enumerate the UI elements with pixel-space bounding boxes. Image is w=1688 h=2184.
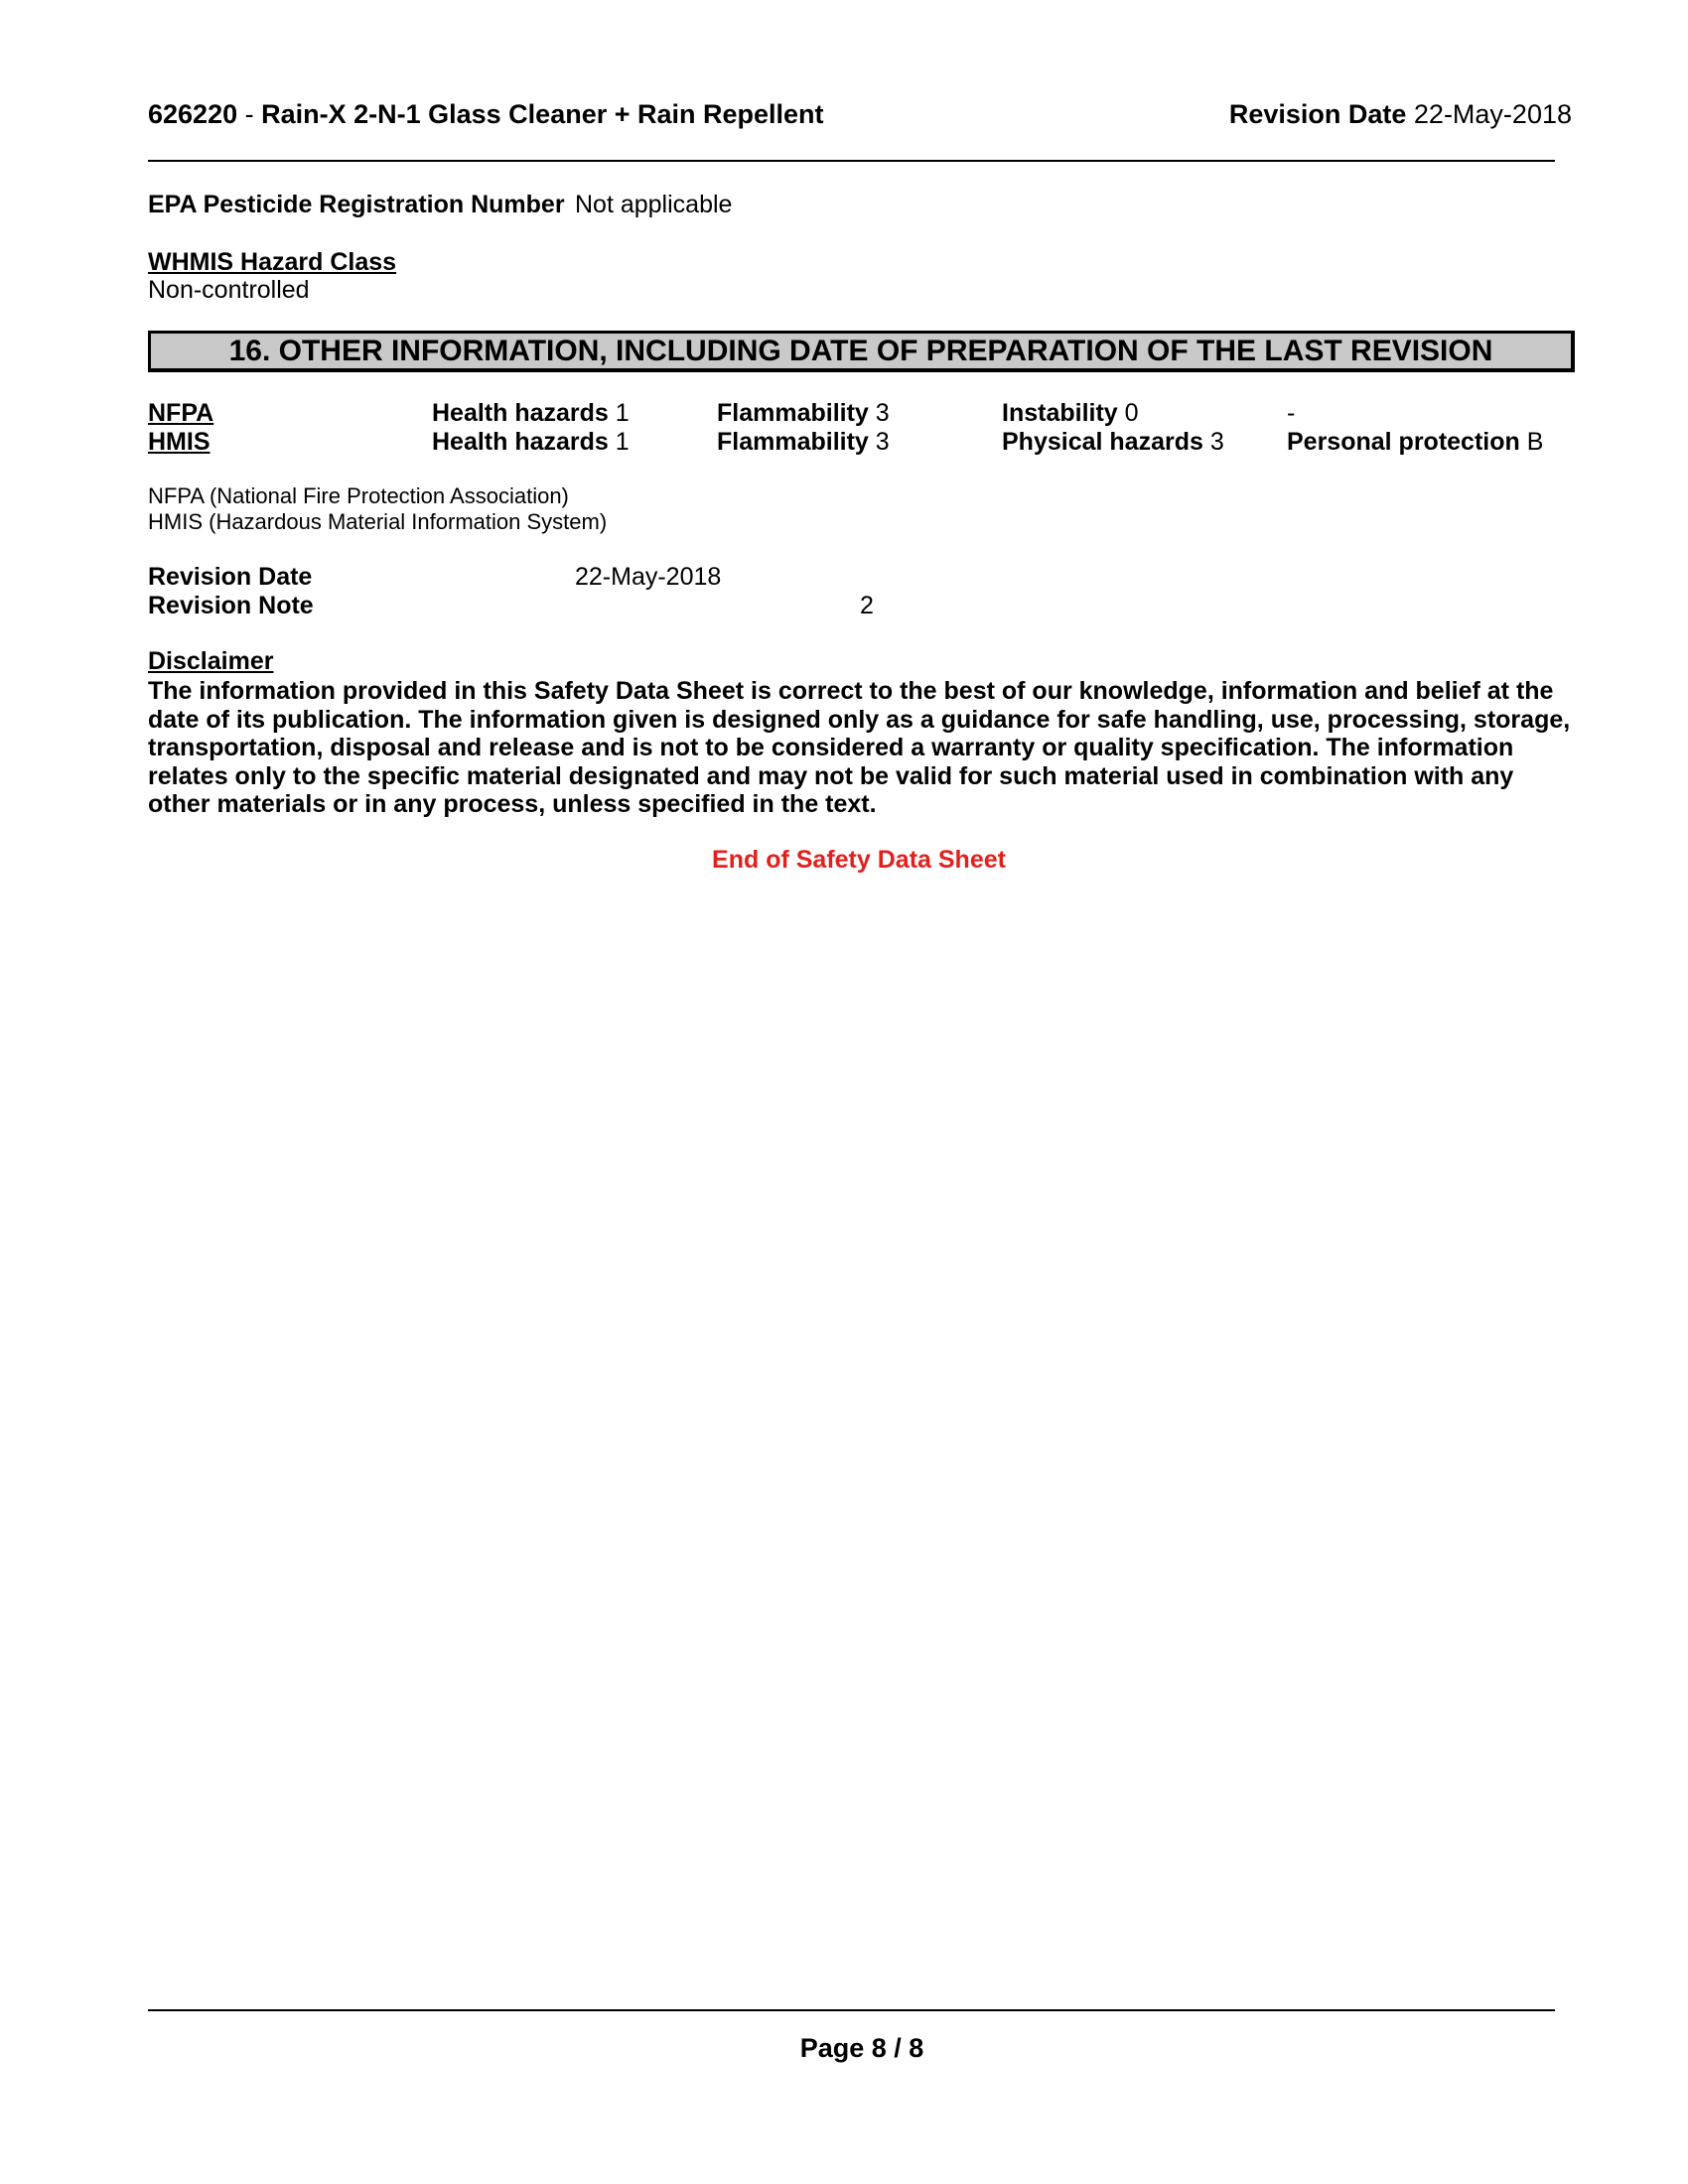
end-of-sds: End of Safety Data Sheet <box>712 846 1006 874</box>
page-number <box>0 2033 1688 2064</box>
hmis-flammability-label: Flammability <box>717 428 869 456</box>
hmis-flammability-value: 3 <box>875 428 890 456</box>
section-16-title: 16. OTHER INFORMATION, INCLUDING DATE OF PREPARATION OF THE LAST REVISION <box>228 334 1493 367</box>
page-value: 8 / 8 <box>871 2033 924 2063</box>
header-separator: - <box>237 99 262 129</box>
header-revision-label: Revision Date <box>1228 99 1407 129</box>
whmis-label: WHMIS Hazard Class <box>148 248 397 276</box>
nfpa-label: NFPA <box>148 399 214 427</box>
footer-divider <box>148 2009 1555 2011</box>
nfpa-instability-value: 0 <box>1124 399 1139 427</box>
header-divider <box>148 160 1555 162</box>
epa-row <box>148 191 565 219</box>
nfpa-instability <box>1002 399 1139 428</box>
hmis-health-label: Health hazards <box>432 428 609 456</box>
hmis-health <box>432 428 630 457</box>
hmis-label: HMIS <box>148 428 211 456</box>
product-code: 626220 <box>148 99 238 129</box>
hmis-physical-value: 3 <box>1209 428 1224 456</box>
nfpa-health-label: Health hazards <box>432 399 609 427</box>
nfpa-flammability <box>717 399 890 428</box>
hmis-physical-label: Physical hazards <box>1002 428 1203 456</box>
nfpa-extra: - <box>1287 399 1296 427</box>
nfpa-flammability-label: Flammability <box>717 399 869 427</box>
epa-label: EPA Pesticide Registration Number <box>148 191 565 218</box>
disclaimer-text: The information provided in this Safety Data Sheet is correct to the best of our knowledge, information and belief at the date of its publication. The information given is designed only as a guidance for safe handling, use, processing, storage, transportation, disposal and release and is not to be considered a warranty or quality specification. The information relates only to the specific material designated and may not be valid for such material used in combination with any other materials or in any process, unless specified in the text. <box>148 677 1571 818</box>
page-label: Page <box>799 2033 865 2063</box>
legend-nfpa: NFPA (National Fire Protection Association) <box>148 483 569 508</box>
product-name: Rain-X 2-N-1 Glass Cleaner + Rain Repellent <box>261 99 824 129</box>
hmis-protection-label: Personal protection <box>1287 428 1520 456</box>
revision-date-value: 22-May-2018 <box>575 563 722 591</box>
nfpa-health-value: 1 <box>615 399 630 427</box>
hmis-health-value: 1 <box>615 428 630 456</box>
legend-hmis: HMIS (Hazardous Material Information System) <box>148 509 608 534</box>
hmis-protection <box>1287 428 1543 457</box>
nfpa-flammability-value: 3 <box>875 399 890 427</box>
hmis-flammability <box>717 428 890 457</box>
whmis-value: Non-controlled <box>148 276 310 304</box>
document-header-product <box>148 99 824 130</box>
hmis-protection-value: B <box>1526 428 1544 456</box>
hmis-physical <box>1002 428 1224 457</box>
document-header-revision <box>1229 99 1572 130</box>
revision-note-value: 2 <box>860 592 874 619</box>
nfpa-health <box>432 399 630 428</box>
section-16-header <box>148 331 1575 372</box>
revision-date-label: Revision Date <box>148 563 313 591</box>
revision-note-label: Revision Note <box>148 592 314 619</box>
epa-value: Not applicable <box>575 191 733 218</box>
disclaimer-label: Disclaimer <box>148 647 274 675</box>
nfpa-instability-label: Instability <box>1002 399 1118 427</box>
header-revision-value: 22-May-2018 <box>1413 99 1572 129</box>
